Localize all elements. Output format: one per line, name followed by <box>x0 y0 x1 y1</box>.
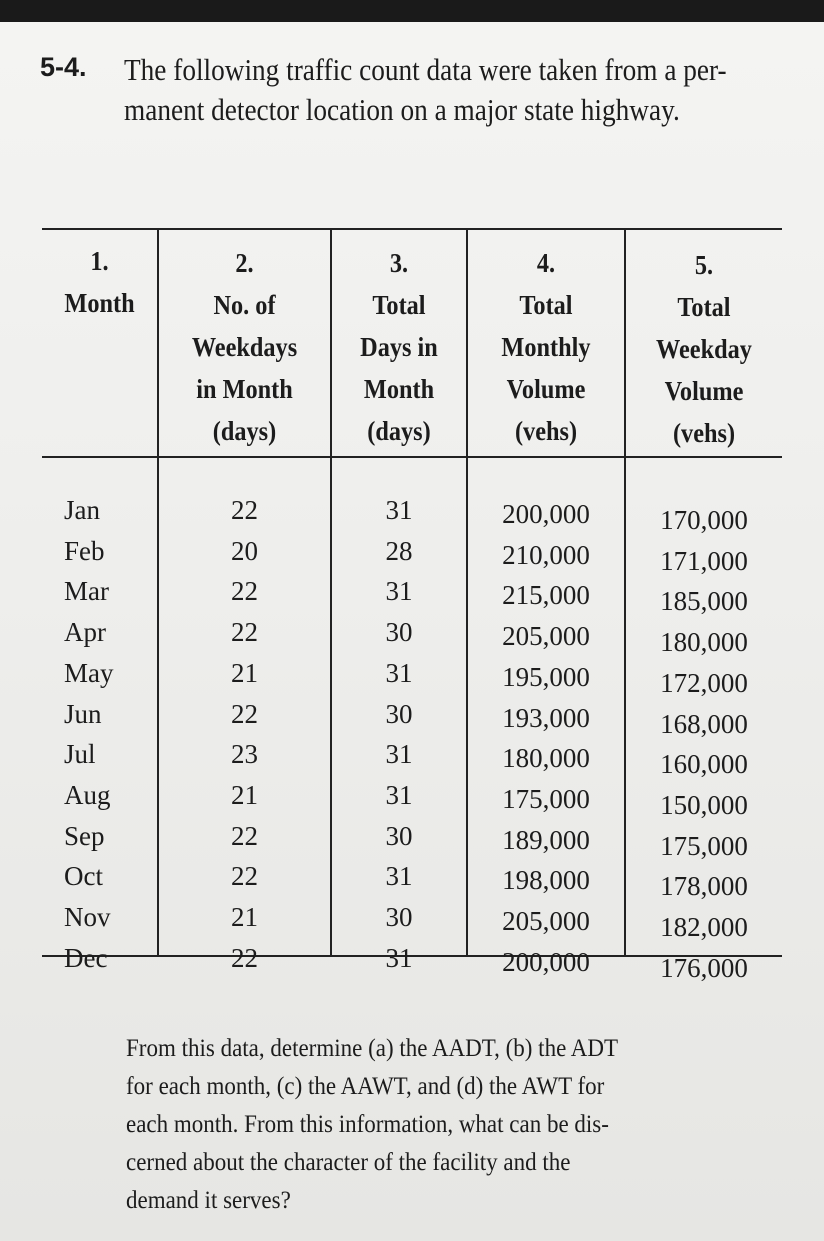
header-line: 1. <box>90 246 109 276</box>
table-top-rule <box>42 228 782 230</box>
cell-weekdays: 21 <box>231 657 258 688</box>
cell-month: May <box>64 657 114 688</box>
cell-weekday-volume: 171,000 <box>660 545 748 576</box>
cell-weekday-volume: 168,000 <box>660 708 748 739</box>
cell-monthly-volume: 205,000 <box>502 906 590 937</box>
month-column <box>64 490 114 978</box>
cell-total-days: 31 <box>385 576 413 607</box>
weekday-volume-column <box>626 500 782 988</box>
header-line: Weekdays <box>191 332 298 362</box>
cell-weekdays: 22 <box>231 820 258 851</box>
question-line: cerned about the character of the facility and the <box>126 1149 571 1176</box>
header-line: (vehs) <box>514 416 578 446</box>
cell-month: Aug <box>64 779 111 810</box>
cell-total-days: 30 <box>385 617 413 648</box>
header-line: Volume <box>506 374 586 404</box>
cell-weekday-volume: 180,000 <box>660 627 748 658</box>
cell-total-days: 31 <box>385 739 413 770</box>
cell-total-days: 31 <box>385 779 413 810</box>
cell-month: Jan <box>64 495 100 525</box>
cell-month: Feb <box>64 535 105 566</box>
header-line: 5. <box>694 250 714 280</box>
cell-monthly-volume: 175,000 <box>502 783 590 814</box>
cell-month: Nov <box>64 902 111 933</box>
header-weekday-volume <box>634 244 774 454</box>
cell-total-days: 28 <box>385 535 413 566</box>
header-line: (days) <box>367 416 431 446</box>
monthly-volume-column <box>468 494 624 982</box>
header-line: Monthly <box>501 332 591 362</box>
header-line: Total <box>519 290 573 320</box>
cell-weekdays: 22 <box>231 617 258 648</box>
cell-total-days: 30 <box>385 820 413 851</box>
cell-total-days: 31 <box>385 657 413 688</box>
weekdays-column <box>159 490 330 978</box>
problem-line: manent detector location on a major state highway. <box>124 92 680 127</box>
cell-monthly-volume: 195,000 <box>502 661 590 692</box>
question-line: each month. From this information, what can be dis- <box>126 1111 609 1138</box>
cell-monthly-volume: 210,000 <box>502 539 590 570</box>
cell-monthly-volume: 189,000 <box>502 824 590 855</box>
cell-total-days: 31 <box>385 942 413 973</box>
question-text <box>126 1030 724 1220</box>
header-monthly-volume <box>476 242 616 452</box>
cell-total-days: 30 <box>385 698 413 729</box>
cell-month: Oct <box>64 861 103 892</box>
cell-monthly-volume: 193,000 <box>502 702 590 733</box>
header-weekdays <box>168 242 322 452</box>
cell-total-days: 30 <box>385 902 413 933</box>
cell-weekdays: 22 <box>231 576 258 607</box>
cell-monthly-volume: 200,000 <box>502 499 590 529</box>
header-month <box>48 240 152 324</box>
cell-total-days: 31 <box>385 861 413 892</box>
header-line: 3. <box>389 248 409 278</box>
problem-line: The following traffic count data were taken from a per- <box>124 52 727 87</box>
cell-weekdays: 21 <box>231 779 258 810</box>
problem-number: 5-4. <box>40 52 87 82</box>
cell-weekdays: 22 <box>231 942 258 973</box>
cell-weekday-volume: 176,000 <box>660 952 748 983</box>
header-line: No. of <box>213 290 276 320</box>
header-line: Volume <box>664 376 744 406</box>
textbook-page <box>0 22 824 1241</box>
question-line: demand it serves? <box>126 1187 291 1214</box>
question-line: From this data, determine (a) the AADT, (b) the ADT <box>126 1035 619 1062</box>
cell-monthly-volume: 205,000 <box>502 621 590 652</box>
cell-month: Dec <box>64 942 108 973</box>
header-total-days <box>339 242 460 452</box>
header-line: in Month <box>196 374 293 404</box>
header-line: Month <box>64 288 135 318</box>
cell-weekday-volume: 172,000 <box>660 667 748 698</box>
cell-monthly-volume: 198,000 <box>502 865 590 896</box>
header-line: Weekday <box>656 334 752 364</box>
cell-weekdays: 22 <box>231 698 258 729</box>
cell-weekdays: 22 <box>231 495 258 525</box>
header-line: 4. <box>536 248 556 278</box>
cell-total-days: 31 <box>385 495 413 525</box>
cell-monthly-volume: 180,000 <box>502 743 590 774</box>
header-line: Total <box>372 290 426 320</box>
cell-weekday-volume: 185,000 <box>660 586 748 617</box>
cell-month: Apr <box>64 617 106 648</box>
header-line: Total <box>677 292 731 322</box>
cell-weekdays: 20 <box>231 535 258 566</box>
cell-month: Jul <box>64 739 96 770</box>
cell-month: Jun <box>64 698 102 729</box>
cell-monthly-volume: 200,000 <box>502 946 590 977</box>
cell-weekday-volume: 178,000 <box>660 871 748 902</box>
header-line: (vehs) <box>672 418 736 448</box>
cell-weekdays: 23 <box>231 739 258 770</box>
table-header-rule <box>42 456 782 458</box>
cell-weekdays: 22 <box>231 861 258 892</box>
cell-weekday-volume: 175,000 <box>660 830 748 861</box>
cell-monthly-volume: 215,000 <box>502 580 590 611</box>
cell-month: Sep <box>64 820 105 851</box>
cell-weekday-volume: 170,000 <box>660 505 748 535</box>
header-line: Month <box>363 374 435 404</box>
question-line: for each month, (c) the AAWT, and (d) the AWT for <box>126 1073 605 1100</box>
total-days-column <box>332 490 466 978</box>
problem-statement <box>124 50 727 130</box>
traffic-count-table <box>42 228 782 983</box>
header-line: (days) <box>212 416 277 446</box>
cell-weekday-volume: 160,000 <box>660 749 748 780</box>
cell-weekday-volume: 150,000 <box>660 789 748 820</box>
header-line: Days in <box>360 332 438 362</box>
cell-weekdays: 21 <box>231 902 258 933</box>
header-line: 2. <box>235 248 254 278</box>
cell-month: Mar <box>64 576 109 607</box>
cell-weekday-volume: 182,000 <box>660 912 748 943</box>
